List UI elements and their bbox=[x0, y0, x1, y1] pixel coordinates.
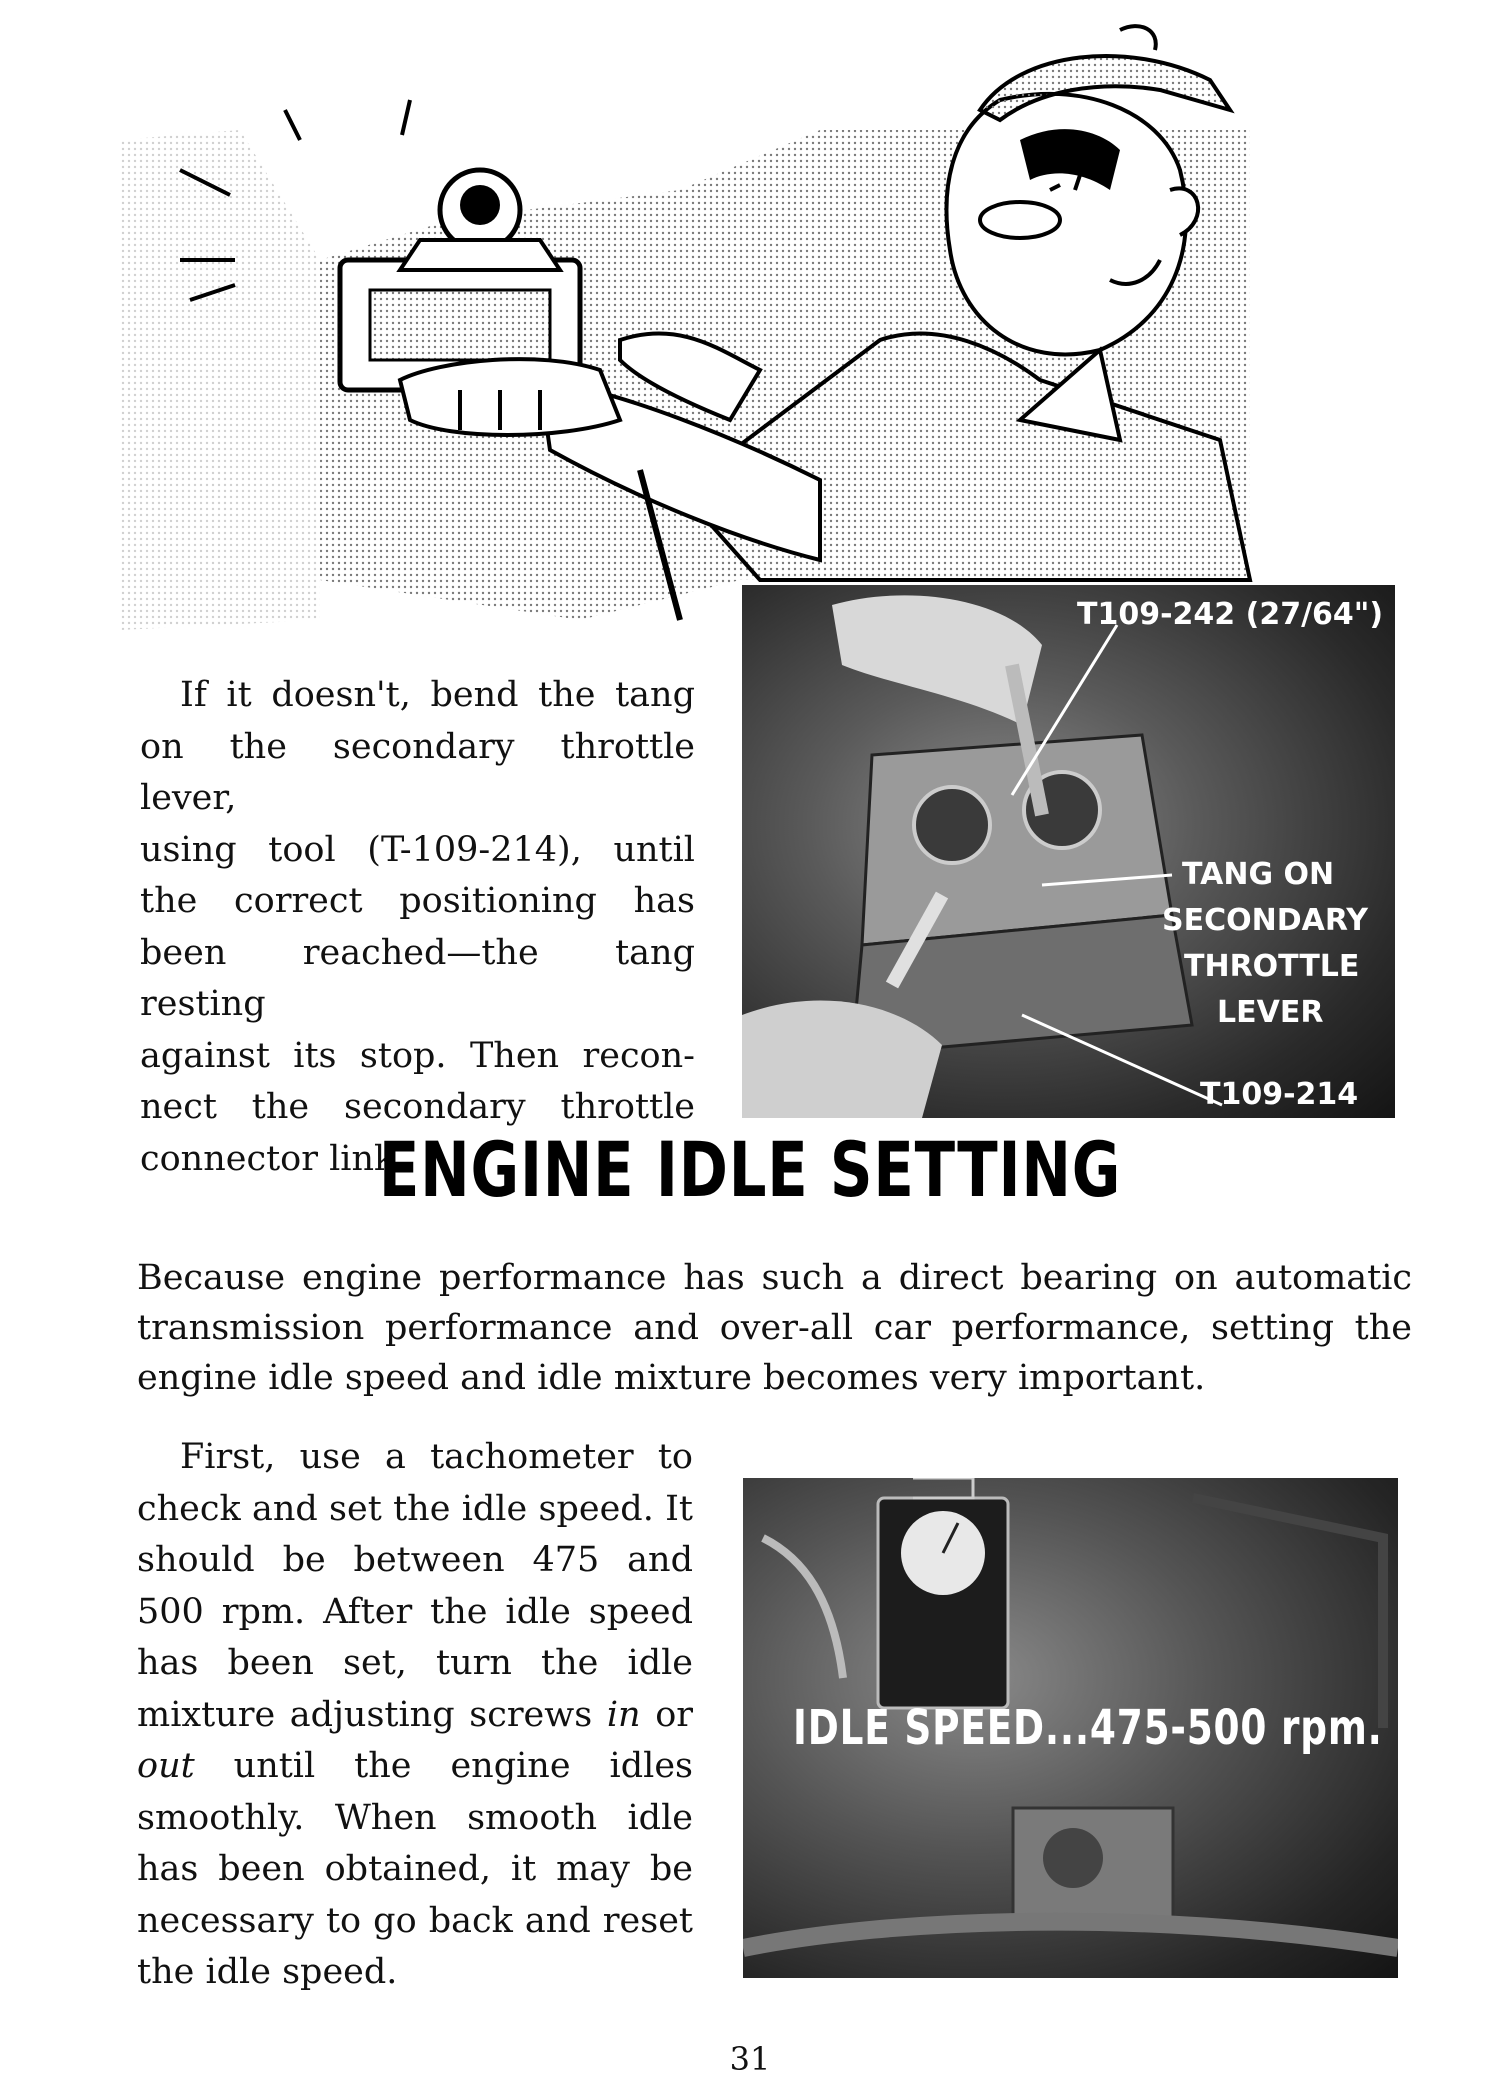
text-segment: until the engine idles bbox=[194, 1746, 693, 1786]
text-segment: mixture adjusting screws bbox=[137, 1694, 607, 1735]
text-line: engine idle speed and idle mixture becomes very important. bbox=[137, 1358, 1206, 1398]
text-line: should be between 475 and bbox=[137, 1540, 693, 1580]
text-line: Because engine performance has such a direct bearing on automatic bbox=[137, 1258, 1412, 1298]
tang-label-line3: THROTTLE bbox=[1184, 949, 1360, 984]
text-line: 500 rpm. After the idle speed bbox=[137, 1591, 693, 1632]
text-segment: or bbox=[640, 1694, 693, 1735]
text-line: necessary to go back and reset bbox=[137, 1900, 693, 1941]
text-line: smoothly. When smooth idle bbox=[137, 1797, 693, 1838]
tachometer-photo bbox=[743, 1478, 1398, 1978]
text-line: has been obtained, it may be bbox=[137, 1849, 693, 1889]
text-line: against its stop. Then recon- bbox=[140, 1035, 695, 1076]
section-heading: ENGINE IDLE SETTING bbox=[378, 1125, 1122, 1214]
carburetor-photo bbox=[742, 585, 1395, 1118]
paragraph-intro bbox=[137, 1253, 1412, 1403]
paragraph-tachometer-instructions bbox=[137, 1432, 693, 1999]
text-line: First, use a tachometer to bbox=[180, 1437, 693, 1477]
text-line: using tool (T-109-214), until bbox=[140, 829, 695, 870]
carburetor-image-icon bbox=[742, 585, 1395, 1118]
idle-speed-caption: IDLE SPEED...475-500 rpm. bbox=[793, 1700, 1383, 1756]
text-line: has been set, turn the idle bbox=[137, 1643, 693, 1683]
text-line: connector link. bbox=[140, 1138, 407, 1179]
emphasis-in: in bbox=[606, 1694, 641, 1735]
text-line: the idle speed. bbox=[137, 1952, 398, 1992]
text-line: If it doesn't, bend the tang bbox=[180, 675, 695, 715]
tang-label-line1: TANG ON bbox=[1182, 857, 1335, 892]
text-line: nect the secondary throttle bbox=[140, 1087, 695, 1127]
text-line: transmission performance and over-all car performance, setting the bbox=[137, 1308, 1412, 1348]
mechanic-cartoon-icon bbox=[120, 20, 1270, 640]
text-line: been reached—the tang resting bbox=[140, 932, 695, 1024]
emphasis-out: out bbox=[137, 1746, 195, 1786]
text-line bbox=[137, 1741, 693, 1793]
text-line: on the secondary throttle lever, bbox=[140, 726, 695, 818]
tang-label-line2: SECONDARY bbox=[1162, 903, 1369, 938]
mechanic-illustration bbox=[120, 20, 1270, 640]
tool-top-label: T109-242 (27/64") bbox=[1077, 597, 1384, 632]
paragraph-tang-instructions bbox=[140, 670, 695, 1185]
text-line bbox=[137, 1690, 693, 1742]
text-line: check and set the idle speed. It bbox=[137, 1488, 693, 1529]
tang-label-line4: LEVER bbox=[1217, 995, 1324, 1030]
page-number: 31 bbox=[729, 2040, 771, 2078]
tool-bottom-label: T109-214 bbox=[1200, 1077, 1359, 1112]
text-line: the correct positioning has bbox=[140, 881, 695, 921]
